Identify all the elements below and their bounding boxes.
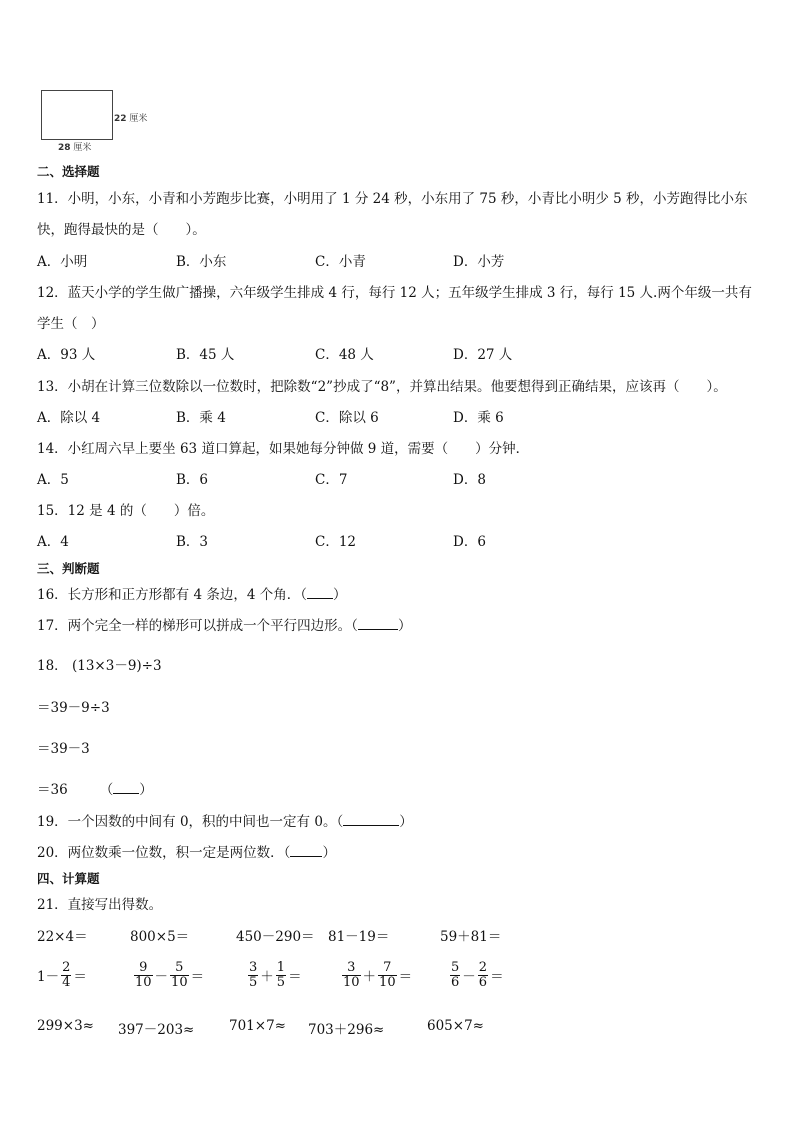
q12-line2: 学生（ ） (37, 316, 105, 332)
rectangle-figure (41, 90, 113, 140)
q12-option-a[interactable]: A．93 人 (37, 347, 96, 363)
calc-item: 701×7≈ (229, 1018, 286, 1034)
q13-option-d[interactable]: D．乘 6 (453, 410, 504, 426)
q11-option-c[interactable]: C．小青 (315, 254, 366, 270)
q19: 19．一个因数的中间有 0，积的中间也一定有 0。（ ） (37, 814, 413, 830)
q15-option-a[interactable]: A．4 (37, 534, 69, 550)
fraction: $\frac{9}{10}$ (135, 960, 152, 990)
calc-item: 299×3≈ (37, 1018, 94, 1034)
q15-option-b[interactable]: B．3 (176, 534, 209, 550)
q12-line1: 12．蓝天小学的学生做广播操，六年级学生排成 4 行，每行 12 人；五年级学生排成 3 行，每行 15 人.两个年级一共有 (37, 285, 752, 301)
section-title-calc: 四、计算题 (37, 871, 100, 886)
fraction: $\frac{5}{10}$ (171, 960, 188, 990)
q11-line2: 快，跑得最快的是（ ）。 (37, 222, 206, 238)
fraction: $\frac{3}{10}$ (343, 960, 360, 990)
calc-item: 703＋296≈ (308, 1022, 385, 1038)
q15-option-d[interactable]: D．6 (453, 534, 486, 550)
q20-text: 20．两位数乘一位数，积一定是两位数．（ (37, 845, 291, 861)
q14-line1: 14．小红周六早上要坐 63 道口算起，如果她每分钟做 9 道，需要（ ）分钟． (37, 441, 530, 457)
q13-option-c[interactable]: C．除以 6 (315, 410, 379, 426)
fraction: $\frac{2}{6}$ (478, 960, 488, 990)
calc-item: 22×4＝ (37, 929, 88, 945)
q16: 16．长方形和正方形都有 4 条边，4 个角．（ ） (37, 587, 347, 603)
q17: 17．两个完全一样的梯形可以拼成一个平行四边形。（ ） (37, 618, 412, 634)
q16-text: 16．长方形和正方形都有 4 条边，4 个角．（ (37, 587, 307, 603)
q16-answer-blank[interactable] (307, 586, 333, 599)
fraction-expr: $\frac{3}{5}$ ＋ $\frac{1}{5}$ ＝ (249, 960, 302, 990)
q14-option-c[interactable]: C．7 (315, 472, 348, 488)
q15-line1: 15．12 是 4 的（ ）倍。 (37, 503, 215, 519)
section-title-judge: 三、判断题 (37, 561, 100, 576)
q15-option-c[interactable]: C．12 (315, 534, 357, 550)
q18-line3: ＝39－3 (37, 741, 90, 757)
q21-intro: 21．直接写出得数。 (37, 897, 163, 913)
calc-item: 397－203≈ (118, 1022, 195, 1038)
q13-option-a[interactable]: A．除以 4 (37, 410, 101, 426)
q19-text: 19．一个因数的中间有 0，积的中间也一定有 0。（ (37, 814, 344, 830)
q12-option-b[interactable]: B．45 人 (176, 347, 235, 363)
q20-answer-blank[interactable] (290, 844, 322, 857)
calc-item: 59＋81＝ (440, 929, 502, 945)
calc-item: 605×7≈ (427, 1018, 484, 1034)
fraction-expr: $\frac{5}{6}$ － $\frac{2}{6}$ ＝ (451, 960, 504, 990)
section-title-choice: 二、选择题 (37, 164, 100, 179)
q17-text: 17．两个完全一样的梯形可以拼成一个平行四边形。（ (37, 618, 358, 634)
fraction: $\frac{1}{5}$ (276, 960, 286, 990)
fraction: $\frac{3}{5}$ (249, 960, 258, 990)
q11-option-a[interactable]: A．小明 (37, 254, 88, 270)
fraction-expr: $\frac{9}{10}$ － $\frac{5}{10}$ ＝ (135, 960, 205, 990)
q13-option-b[interactable]: B．乘 4 (176, 410, 226, 426)
fraction-expr: $\frac{3}{10}$ ＋ $\frac{7}{10}$ ＝ (343, 960, 413, 990)
q11-line1: 11．小明，小东，小青和小芳跑步比赛，小明用了 1 分 24 秒，小东用了 75 秒，小青比小明少 5 秒，小芳跑得比小东 (37, 191, 748, 207)
q12-option-d[interactable]: D．27 人 (453, 347, 513, 363)
q18-line1: 18． (13×3－9)÷3 (37, 658, 162, 674)
q12-option-c[interactable]: C．48 人 (315, 347, 374, 363)
q11-option-b[interactable]: B．小东 (176, 254, 227, 270)
q14-option-b[interactable]: B．6 (176, 472, 209, 488)
q14-option-a[interactable]: A．5 (37, 472, 69, 488)
q20: 20．两位数乘一位数，积一定是两位数．（ ） (37, 845, 336, 861)
q13-line1: 13．小胡在计算三位数除以一位数时，把除数“2”抄成了“8”，并算出结果。他要想得到正确结果，应该再（ ）。 (37, 379, 727, 395)
q19-answer-blank[interactable] (343, 813, 399, 826)
fraction: $\frac{2}{4}$ (62, 960, 71, 990)
calc-item: 450－290＝ (236, 929, 315, 945)
fraction: $\frac{5}{6}$ (451, 960, 460, 990)
q18-answer-blank[interactable] (113, 781, 139, 794)
fraction: $\frac{7}{10}$ (379, 960, 396, 990)
figure-length-label: 28 厘米 (58, 143, 92, 153)
q11-option-d[interactable]: D．小芳 (453, 254, 505, 270)
q14-option-d[interactable]: D．8 (453, 472, 486, 488)
q17-answer-blank[interactable] (358, 617, 398, 630)
q18-line2: ＝39－9÷3 (37, 700, 110, 716)
calc-item: 81－19＝ (328, 929, 390, 945)
figure-width-label: 22 厘米 (114, 114, 148, 124)
fraction-expr: 1－ $\frac{2}{4}$ ＝ (37, 960, 87, 990)
calc-item: 800×5＝ (130, 929, 190, 945)
q18-line4: ＝36 （ ） (37, 782, 153, 798)
